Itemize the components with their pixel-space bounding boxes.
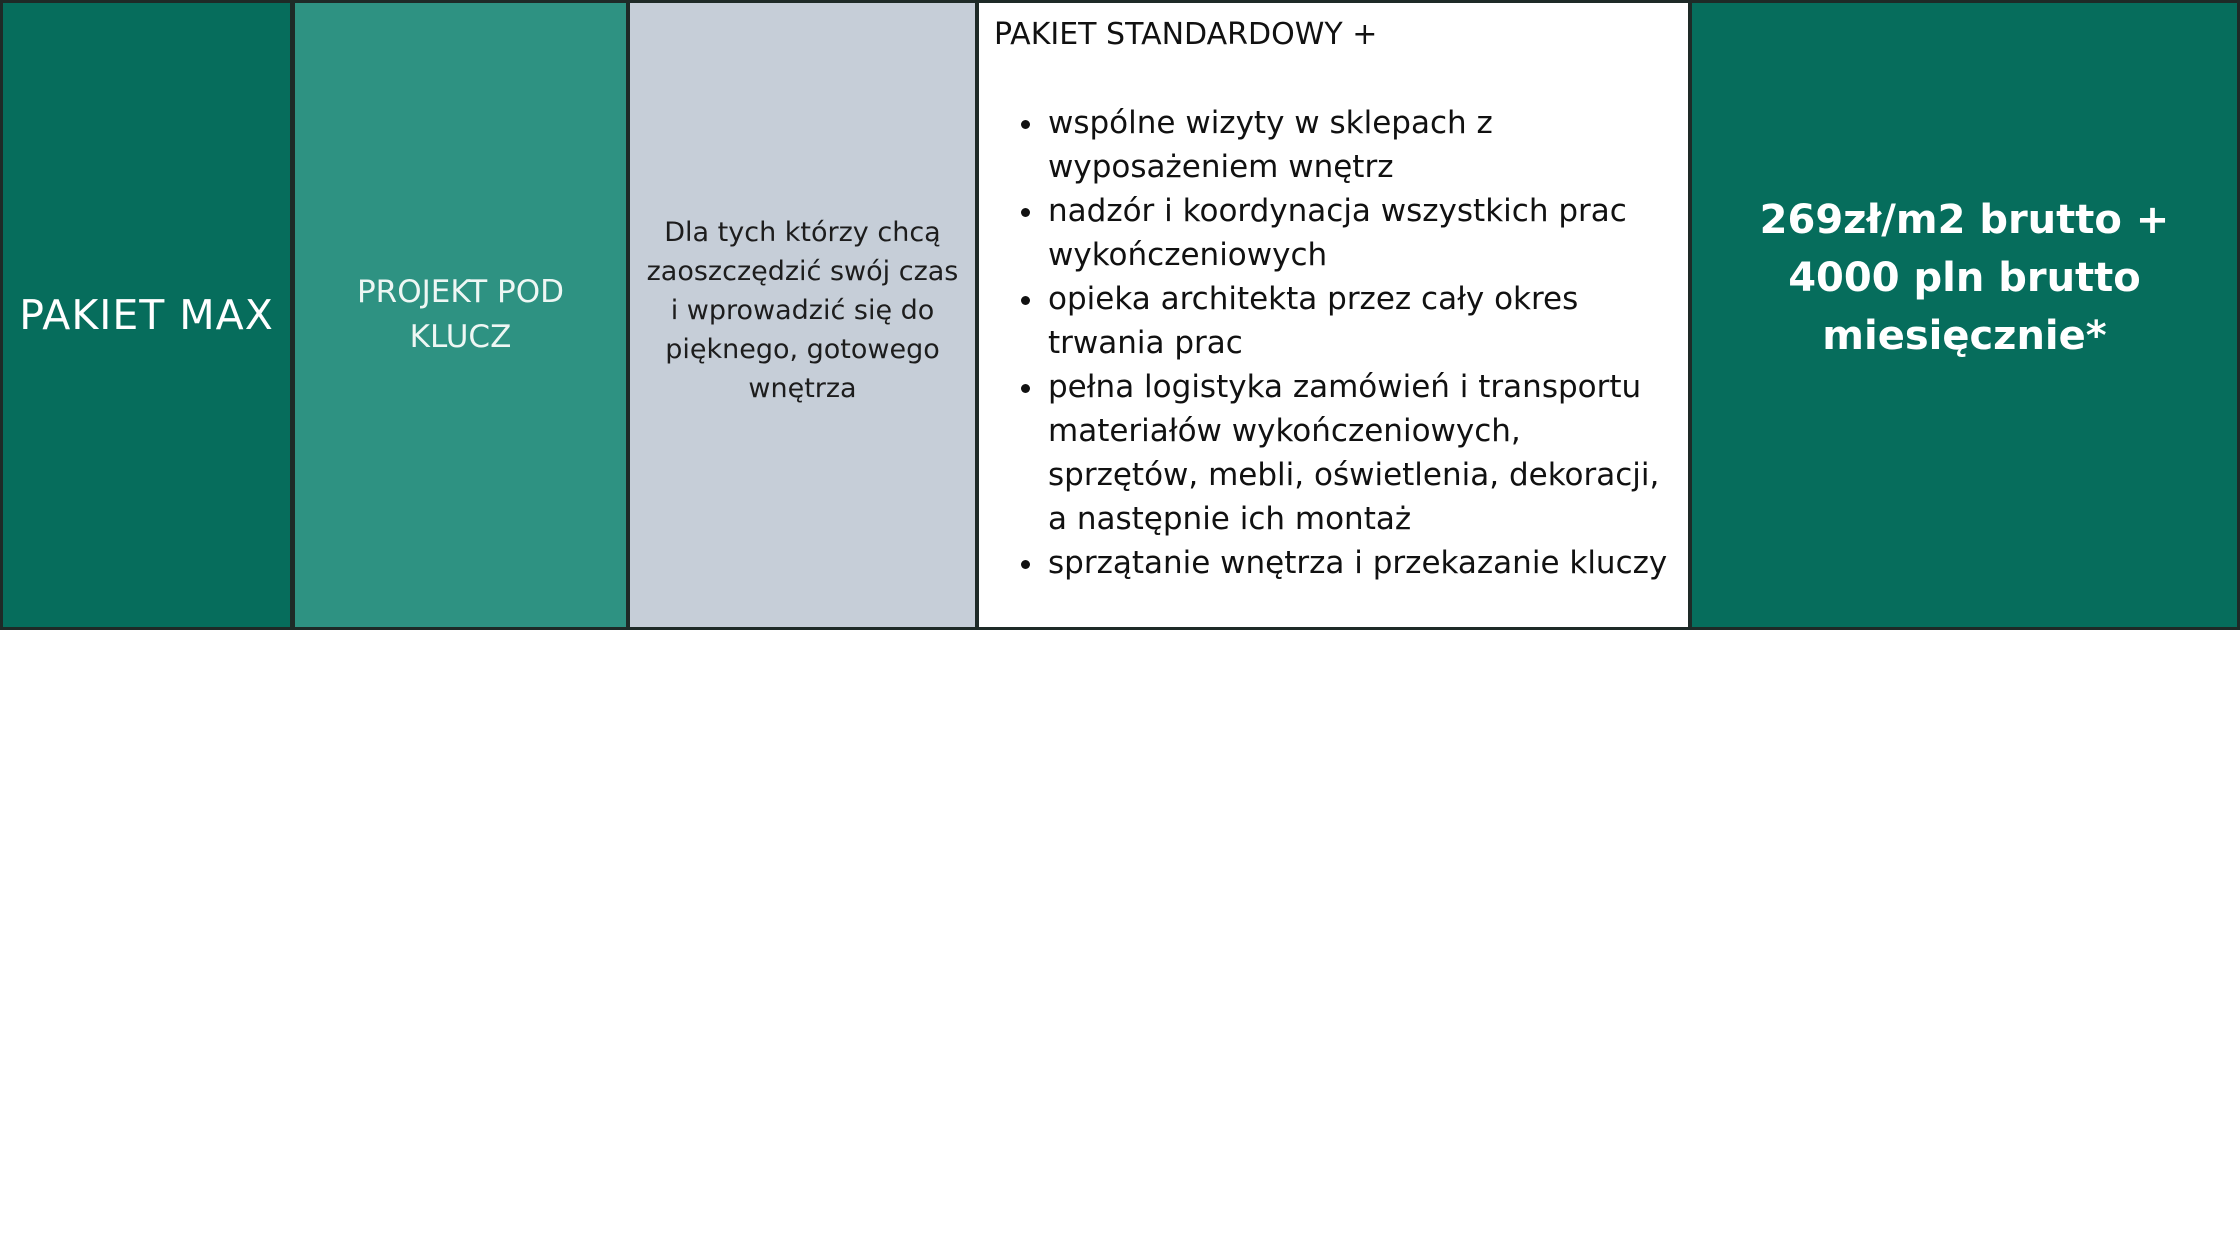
package-features-cell (976, 0, 1691, 630)
package-subtitle-cell (291, 0, 629, 630)
package-price-cell (1689, 0, 2240, 630)
features-content (979, 3, 1688, 585)
package-name: PAKIET MAX (19, 291, 274, 339)
feature-item: • sprzątanie wnętrza i przekazanie kluczy (1046, 541, 1678, 585)
package-description: Dla tych którzy chcą zaoszczędzić swój czas i wprowadzić się do pięknego, gotowego wnętrza (646, 216, 959, 404)
features-list (994, 101, 1678, 585)
package-price: 269zł/m2 brutto + 4000 pln brutto miesięcznie* (1759, 197, 2170, 359)
feature-item: • nadzór i koordynacja wszystkich prac wykończeniowych (1046, 189, 1678, 277)
package-description-cell (627, 0, 978, 630)
feature-item: • opieka architekta przez cały okres trwania prac (1046, 277, 1678, 365)
feature-item: • wspólne wizyty w sklepach z wyposażeniem wnętrz (1046, 101, 1678, 189)
feature-item: • pełna logistyka zamówień i transportu materiałów wykończeniowych, sprzętów, mebli, oświetlenia, dekoracji, a następnie ich montaż (1046, 365, 1678, 541)
package-subtitle: PROJEKT POD KLUCZ (356, 274, 565, 355)
features-heading: PAKIET STANDARDOWY + (994, 17, 1378, 52)
package-name-cell (0, 0, 293, 630)
